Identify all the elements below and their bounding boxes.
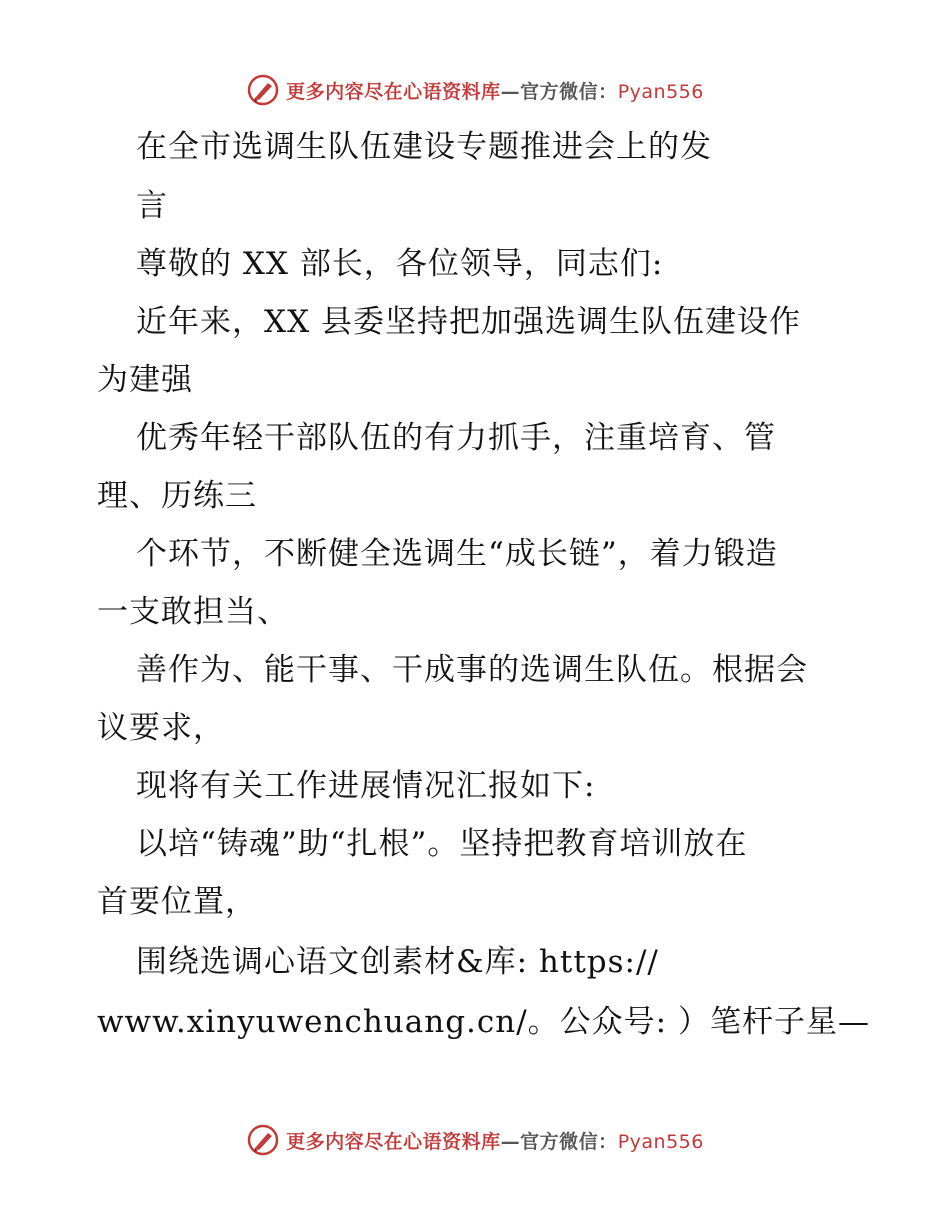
doc-salutation: 尊敬的 XX 部长，各位领导，同志们: [136, 246, 664, 282]
pen-logo-icon [246, 1123, 280, 1157]
footer-banner [0, 1120, 950, 1160]
doc-paragraph-line: 一支敢担当、 [97, 594, 289, 630]
doc-paragraph-line: 现将有关工作进展情况汇报如下: [136, 768, 596, 804]
doc-title-line-1: 在全市选调生队伍建设专题推进会上的发 [136, 129, 712, 165]
footer-banner-title: 更多内容尽在心语资料库 [286, 1130, 501, 1153]
footer-banner-text [286, 1127, 704, 1154]
doc-paragraph-line: 理、历练三 [97, 478, 257, 514]
header-banner-title: 更多内容尽在心语资料库 [286, 80, 501, 103]
footer-banner-wechat-id: Pyan556 [617, 1130, 704, 1153]
doc-paragraph-line: 个环节，不断健全选调生“成长链”，着力锻造 [136, 536, 778, 572]
doc-paragraph-line: 议要求， [97, 710, 225, 746]
doc-paragraph-line: www.xinyuwenchuang.cn/。公众号: ）笔杆子星— [97, 1004, 870, 1040]
doc-paragraph-line: 优秀年轻干部队伍的有力抓手，注重培育、管 [136, 420, 776, 456]
doc-paragraph-line: 为建强 [97, 362, 193, 398]
footer-banner-wechat-label: —官方微信： [500, 1130, 618, 1153]
doc-paragraph-line: 近年来，XX 县委坚持把加强选调生队伍建设作 [136, 304, 801, 340]
header-banner-wechat-label: —官方微信： [500, 80, 618, 103]
doc-paragraph-line: 首要位置， [97, 884, 257, 920]
doc-title-line-2: 言 [136, 188, 168, 224]
header-banner-wechat-id: Pyan556 [617, 80, 704, 103]
doc-paragraph-line: 以培“铸魂”助“扎根”。坚持把教育培训放在 [136, 826, 748, 862]
doc-paragraph-line: 围绕选调心语文创素材&库: https:// [136, 944, 659, 980]
doc-paragraph-line: 善作为、能干事、干成事的选调生队伍。根据会 [136, 652, 808, 688]
